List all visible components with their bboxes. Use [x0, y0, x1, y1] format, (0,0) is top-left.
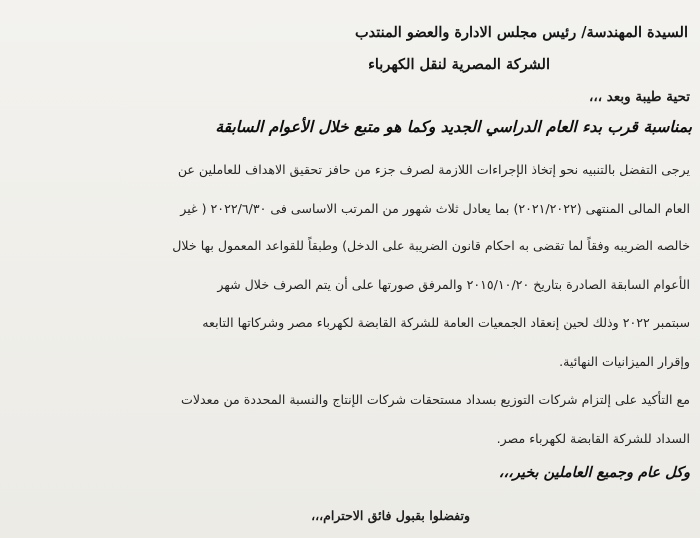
closing-line: وكل عام وجميع العاملين بخير،،،: [498, 464, 690, 481]
body-line-1: يرجى التفضل بالتنبيه نحو إتخاذ الإجراءات اللازمة لصرف جزء من حافز تحقيق الاهداف للعاملين عن: [177, 162, 690, 177]
addressee-title: السيدة المهندسة/ رئيس مجلس الادارة والعضو المنتدب: [354, 24, 688, 41]
body-line-6: وإقرار الميزانيات النهائية.: [559, 354, 690, 369]
body-line-2: العام المالى المنتهى (٢٠٢١/٢٠٢٢) بما يعادل ثلاث شهور من المرتب الاساسى فى ٢٠٢٢/٦/٣٠ ( غير: [180, 201, 690, 216]
body-line-7: مع التأكيد على إلتزام شركات التوزيع بسداد مستحقات شركات الإنتاج والنسبة المحددة من معدلات: [181, 392, 690, 407]
body-line-4: الأعوام السابقة الصادرة بتاريخ ٢٠١٥/١٠/٢٠ والمرفق صورتها على أن يتم الصرف خلال شهر: [217, 277, 690, 292]
signoff-line: وتفضلوا بقبول فائق الاحترام،،،: [311, 508, 470, 523]
body-line-3: خالصه الضريبه وفقاً لما تقضى به احكام قانون الضريبة على الدخل) وطبقاً للقواعد المعمول بها خلال: [172, 238, 690, 253]
subject-line: بمناسبة قرب بدء العام الدراسي الجديد وكما هو متبع خلال الأعوام السابقة: [215, 117, 692, 136]
greeting: تحية طيبة وبعد ،،،: [589, 89, 690, 105]
addressee-company: الشركة المصرية لنقل الكهرباء: [368, 56, 550, 73]
body-line-5: سبتمبر ٢٠٢٢ وذلك لحين إنعقاد الجمعيات العامة للشركة القابضة لكهرباء مصر وشركاتها التابعه: [202, 315, 690, 330]
body-line-8: السداد للشركة القابضة لكهرباء مصر.: [496, 431, 690, 446]
